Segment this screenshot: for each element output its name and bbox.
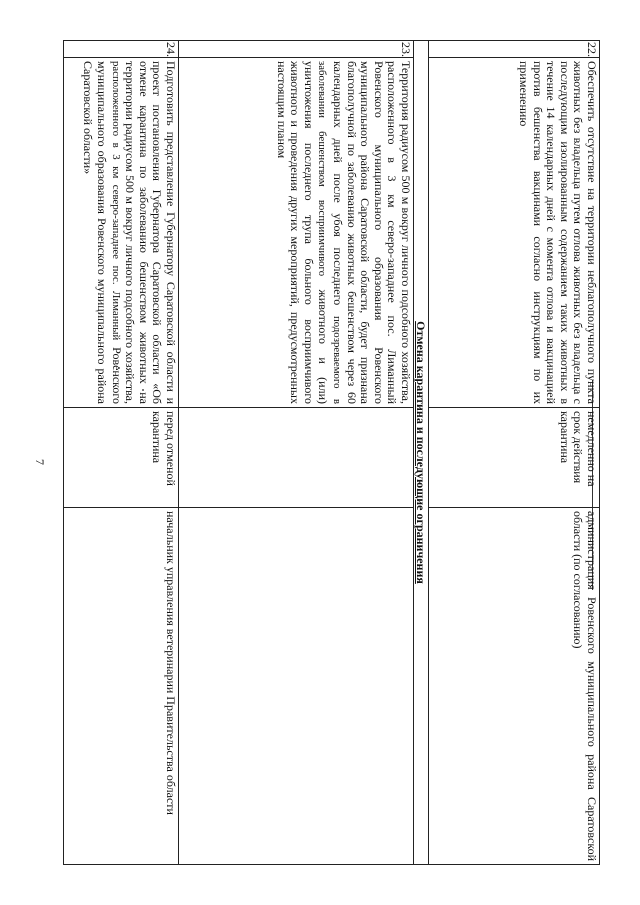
row-number: 23. xyxy=(179,41,414,58)
row-number: 22. xyxy=(429,41,600,58)
responsible-text xyxy=(179,508,414,865)
term-text: перед отменой карантина xyxy=(64,408,179,508)
section-heading: Отмена карантина и последующие ограничения xyxy=(414,41,429,865)
table-row xyxy=(179,41,414,865)
measure-text xyxy=(64,58,179,408)
measure-text-part: Подготовить представление Губернатору Саратовской области и проект постановления Губернатора Саратовской области «Об отмене карантина по заболеванию бешенством животных на территории радиусом 500 м вокруг личного подсобного хозяйства, xyxy=(123,61,178,404)
measure-text-part: Территория радиусом 500 м вокруг личного подсобного хозяйства, расположенного в 3 км северо-западнее пос. Лиманный Ровенского муниципального образования Ровенского муниципального района Саратовской области, будет признана благополучной по заболеванию животных бешенством через 60 календарных дней после убоя последнего xyxy=(331,61,413,404)
page-number: 7 xyxy=(33,459,47,465)
table-row xyxy=(64,41,179,865)
responsible-text: администрация Ровенского муниципального района Саратовской области (по согласованию) xyxy=(429,508,600,865)
rotated-page-content xyxy=(80,40,600,865)
measures-table xyxy=(63,40,600,865)
term-text xyxy=(179,408,414,508)
table-row xyxy=(429,41,600,865)
measure-text: Обеспечить отсутствие на территории неблагополучного пункта животных без владельца путем отлова животных без владельца с последующим изолированным содержанием таких животных в течение 14 календарных дней с момента отлова и вакцинацией против бешенства вакцинами согласно инструкциям по их применению xyxy=(429,58,600,408)
term-text: немедленно на срок действия карантина xyxy=(429,408,600,508)
section-heading-row xyxy=(414,41,429,865)
measure-text xyxy=(179,58,414,408)
measure-text-part: Ровенского муниципального образования Ровенского муниципального района Саратовской области» xyxy=(81,61,124,404)
measure-text-part: животного и (или) уничтожения последнего трупа больного восприимчивого животного и проведения других мероприятий, предусмотренных настоящим планом xyxy=(274,61,331,404)
responsible-text: начальник управления ветеринарии Правительства области xyxy=(64,508,179,865)
measure-text-condensed: подозреваемого в заболевании бешенством восприимчивого xyxy=(316,61,344,405)
measure-text-condensed: расположенного в 3 км северо-западнее пос. Лиманный xyxy=(109,61,122,341)
row-number: 24. xyxy=(64,41,179,58)
